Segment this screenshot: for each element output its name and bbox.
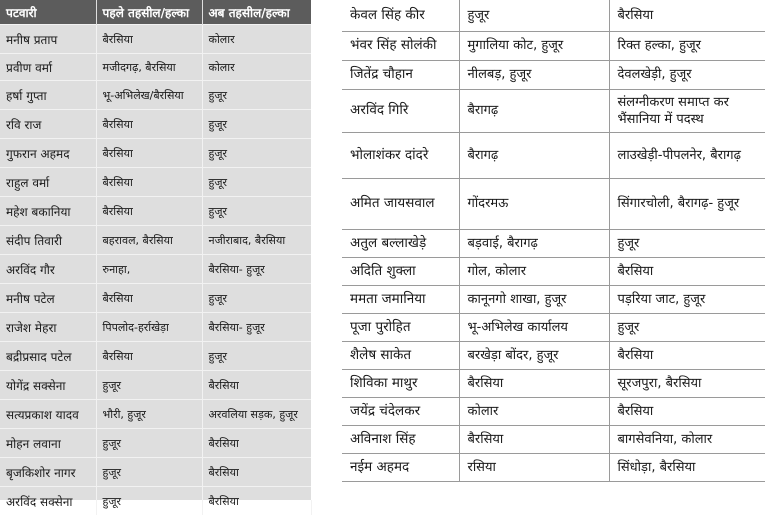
- table-row: [0, 255, 311, 284]
- patwari-name-cell: भोलाशंकर दांदरे: [342, 132, 459, 178]
- previous-tehsil-cell: बैरसिया: [459, 369, 609, 397]
- patwari-name-cell: मनीष प्रताप: [0, 25, 96, 54]
- patwari-name-cell: गुफरान अहमद: [0, 139, 96, 168]
- patwari-name-cell: संदीप तिवारी: [0, 226, 96, 255]
- new-tehsil-cell: हुजूर: [609, 229, 765, 257]
- new-tehsil-cell: बैरसिया- हुजूर: [202, 255, 311, 284]
- patwari-name-cell: नईम अहमद: [342, 453, 459, 481]
- patwari-name-cell: महेश बकानिया: [0, 197, 96, 226]
- table-row: [342, 425, 765, 453]
- new-tehsil-cell: हुजूर: [202, 197, 311, 226]
- patwari-name-cell: जितेंद्र चौहान: [342, 60, 459, 89]
- new-tehsil-cell: सिंधोड़ा, बैरसिया: [609, 453, 765, 481]
- table-row: [0, 458, 311, 487]
- previous-tehsil-cell: कानूनगो शाखा, हुजूर: [459, 285, 609, 313]
- previous-tehsil-cell: बैरसिया: [96, 197, 202, 226]
- new-tehsil-cell: बैरसिया: [609, 257, 765, 285]
- previous-tehsil-cell: बैरागढ़: [459, 132, 609, 178]
- table-row: [342, 257, 765, 285]
- previous-tehsil-cell: हुजूर: [96, 487, 202, 515]
- previous-tehsil-cell: बैरसिया: [459, 425, 609, 453]
- patwari-name-cell: प्रवीण वर्मा: [0, 54, 96, 81]
- table-row: [342, 178, 765, 229]
- previous-tehsil-cell: बैरसिया: [96, 284, 202, 313]
- previous-tehsil-cell: बैरसिया: [96, 168, 202, 197]
- new-tehsil-cell: देवलखेड़ी, हुजूर: [609, 60, 765, 89]
- table-row: [342, 313, 765, 341]
- table-row: [0, 429, 311, 458]
- patwari-name-cell: राजेश मेहरा: [0, 313, 96, 342]
- previous-tehsil-cell: नीलबड़, हुजूर: [459, 60, 609, 89]
- new-tehsil-cell: रिक्त हल्का, हुजूर: [609, 31, 765, 60]
- previous-tehsil-cell: हुजूर: [96, 371, 202, 400]
- table-row: [342, 60, 765, 89]
- patwari-name-cell: बृजकिशोर नागर: [0, 458, 96, 487]
- left-transfer-table-panel: [0, 0, 311, 500]
- previous-tehsil-cell: बैरागढ़: [459, 89, 609, 132]
- patwari-name-cell: शिविका माथुर: [342, 369, 459, 397]
- new-tehsil-cell: हुजूर: [202, 168, 311, 197]
- previous-tehsil-cell: बहरावल, बैरसिया: [96, 226, 202, 255]
- previous-tehsil-cell: बड़वाई, बैरागढ़: [459, 229, 609, 257]
- right-transfer-table: [342, 0, 765, 482]
- table-row: [0, 197, 311, 226]
- table-row: [342, 31, 765, 60]
- patwari-name-cell: भंवर सिंह सोलंकी: [342, 31, 459, 60]
- table-row: [342, 132, 765, 178]
- new-tehsil-cell: बैरसिया: [202, 487, 311, 515]
- header-new-tehsil: अब तहसील/हल्का: [202, 0, 311, 25]
- previous-tehsil-cell: रुनाहा,: [96, 255, 202, 284]
- new-tehsil-cell: हुजूर: [202, 284, 311, 313]
- new-tehsil-cell: बैरसिया: [202, 429, 311, 458]
- table-row: [342, 0, 765, 31]
- new-tehsil-cell: हुजूर: [609, 313, 765, 341]
- new-tehsil-cell: बैरसिया: [202, 458, 311, 487]
- new-tehsil-cell: अरवलिया सड़क, हुजूर: [202, 400, 311, 429]
- patwari-name-cell: सत्यप्रकाश यादव: [0, 400, 96, 429]
- table-row: [342, 453, 765, 481]
- table-row: [342, 369, 765, 397]
- table-row: [0, 168, 311, 197]
- table-row: [0, 110, 311, 139]
- header-previous-tehsil: पहले तहसील/हल्का: [96, 0, 202, 25]
- table-row: [342, 229, 765, 257]
- new-tehsil-cell: हुजूर: [202, 342, 311, 371]
- previous-tehsil-cell: हुजूर: [96, 429, 202, 458]
- patwari-name-cell: योगेंद्र सक्सेना: [0, 371, 96, 400]
- patwari-name-cell: अतुल बल्लाखेड़े: [342, 229, 459, 257]
- new-tehsil-cell: सिंगारचोली, बैरागढ़- हुजूर: [609, 178, 765, 229]
- previous-tehsil-cell: हुजूर: [96, 458, 202, 487]
- new-tehsil-cell: संलग्नीकरण समाप्त कर भैंसानिया में पदस्थ: [609, 89, 765, 132]
- previous-tehsil-cell: बैरसिया: [96, 139, 202, 168]
- patwari-name-cell: पूजा पुरोहित: [342, 313, 459, 341]
- left-transfer-table: [0, 0, 312, 515]
- new-tehsil-cell: पड़रिया जाट, हुजूर: [609, 285, 765, 313]
- previous-tehsil-cell: भू-अभिलेख/बैरसिया: [96, 81, 202, 110]
- table-row: [0, 25, 311, 54]
- patwari-name-cell: हर्षा गुप्ता: [0, 81, 96, 110]
- previous-tehsil-cell: हुजूर: [459, 0, 609, 31]
- patwari-name-cell: बद्रीप्रसाद पटेल: [0, 342, 96, 371]
- new-tehsil-cell: बैरसिया: [609, 397, 765, 425]
- new-tehsil-cell: सूरजपुरा, बैरसिया: [609, 369, 765, 397]
- table-row: [342, 341, 765, 369]
- patwari-name-cell: शैलेष साकेत: [342, 341, 459, 369]
- table-row: [342, 89, 765, 132]
- previous-tehsil-cell: गोंदरमऊ: [459, 178, 609, 229]
- table-row: [0, 313, 311, 342]
- new-tehsil-cell: बागसेवनिया, कोलार: [609, 425, 765, 453]
- patwari-name-cell: अदिति शुक्ला: [342, 257, 459, 285]
- previous-tehsil-cell: बरखेड़ा बोंदर, हुजूर: [459, 341, 609, 369]
- previous-tehsil-cell: पिपलोद-हर्राखेड़ा: [96, 313, 202, 342]
- patwari-name-cell: मनीष पटेल: [0, 284, 96, 313]
- new-tehsil-cell: बैरसिया: [609, 0, 765, 31]
- patwari-name-cell: केवल सिंह कीर: [342, 0, 459, 31]
- new-tehsil-cell: कोलार: [202, 54, 311, 81]
- table-row: [342, 397, 765, 425]
- previous-tehsil-cell: रसिया: [459, 453, 609, 481]
- new-tehsil-cell: बैरसिया: [609, 341, 765, 369]
- table-row: [0, 342, 311, 371]
- right-transfer-table-panel: [342, 0, 765, 500]
- table-row: [0, 400, 311, 429]
- patwari-name-cell: रवि राज: [0, 110, 96, 139]
- new-tehsil-cell: बैरसिया: [202, 371, 311, 400]
- previous-tehsil-cell: मजीदगढ़, बैरसिया: [96, 54, 202, 81]
- previous-tehsil-cell: बैरसिया: [96, 110, 202, 139]
- new-tehsil-cell: नजीराबाद, बैरसिया: [202, 226, 311, 255]
- patwari-name-cell: राहुल वर्मा: [0, 168, 96, 197]
- table-header-row: [0, 0, 311, 25]
- patwari-name-cell: जयेंद्र चंदेलकर: [342, 397, 459, 425]
- new-tehsil-cell: हुजूर: [202, 81, 311, 110]
- table-row: [0, 371, 311, 400]
- table-row: [0, 284, 311, 313]
- table-row: [0, 139, 311, 168]
- new-tehsil-cell: हुजूर: [202, 139, 311, 168]
- column-gutter: [311, 0, 342, 500]
- patwari-name-cell: अरविंद गिरि: [342, 89, 459, 132]
- previous-tehsil-cell: भौरी, हुजूर: [96, 400, 202, 429]
- new-tehsil-cell: लाउखेड़ी-पीपलनेर, बैरागढ़: [609, 132, 765, 178]
- patwari-name-cell: अमित जायसवाल: [342, 178, 459, 229]
- new-tehsil-cell: हुजूर: [202, 110, 311, 139]
- header-patwari: पटवारी: [0, 0, 96, 25]
- table-row: [0, 81, 311, 110]
- patwari-name-cell: अरविंद गौर: [0, 255, 96, 284]
- table-row: [0, 487, 311, 515]
- patwari-name-cell: अरविंद सक्सेना: [0, 487, 96, 515]
- previous-tehsil-cell: कोलार: [459, 397, 609, 425]
- patwari-name-cell: मोहन लवाना: [0, 429, 96, 458]
- table-row: [342, 285, 765, 313]
- previous-tehsil-cell: बैरसिया: [96, 342, 202, 371]
- table-row: [0, 226, 311, 255]
- previous-tehsil-cell: बैरसिया: [96, 25, 202, 54]
- new-tehsil-cell: बैरसिया- हुजूर: [202, 313, 311, 342]
- new-tehsil-cell: कोलार: [202, 25, 311, 54]
- previous-tehsil-cell: भू-अभिलेख कार्यालय: [459, 313, 609, 341]
- patwari-name-cell: अविनाश सिंह: [342, 425, 459, 453]
- patwari-name-cell: ममता जमानिया: [342, 285, 459, 313]
- previous-tehsil-cell: गोल, कोलार: [459, 257, 609, 285]
- table-row: [0, 54, 311, 81]
- previous-tehsil-cell: मुगालिया कोट, हुजूर: [459, 31, 609, 60]
